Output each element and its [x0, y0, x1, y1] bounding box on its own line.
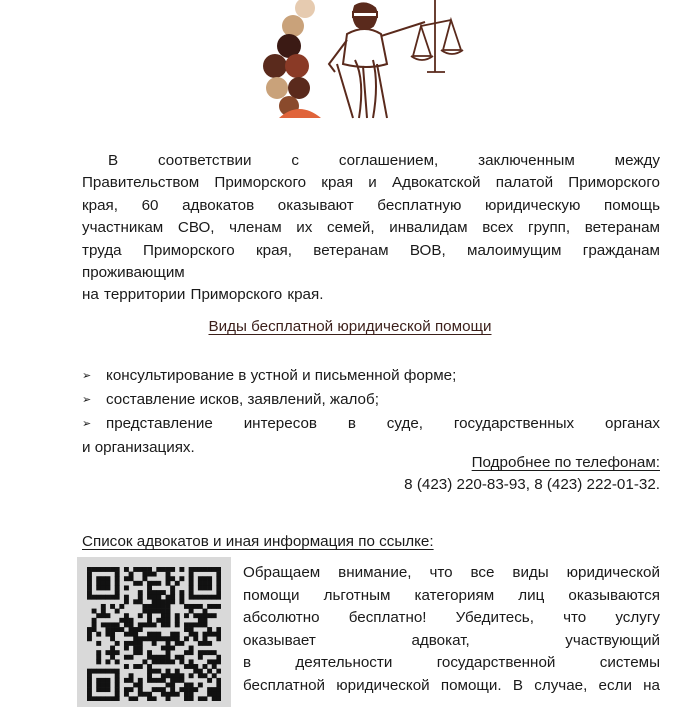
- paragraph-line: проживающим: [82, 264, 185, 282]
- list-item: [82, 388, 660, 412]
- arrow-bullet-icon: ➢: [82, 418, 92, 430]
- paragraph-line: участникам СВО, членам их семей, инвалидам всех групп, ветеранам: [82, 219, 660, 237]
- phone-numbers: 8 (423) 220-83-93, 8 (423) 222-01-32.: [404, 476, 660, 493]
- list-item: [82, 364, 660, 388]
- notice-line: Обращаем внимание, что все виды юридической: [243, 564, 660, 581]
- arrow-bullet-icon: ➢: [82, 394, 92, 406]
- notice-line: абсолютно бесплатно! Убедитесь, что услугу: [243, 609, 660, 627]
- justice-figure: [329, 3, 425, 118]
- list-item-text: консультирование в устной и письменной форме;: [106, 367, 457, 384]
- help-types-list: [82, 364, 660, 459]
- paragraph-line: края, 60 адвокатов оказывают бесплатную юридическую помощь: [82, 196, 660, 214]
- notice-line: помощи льготным категориям лиц оказываются: [243, 586, 660, 604]
- notice-line: бесплатной юридической помощи. В случае, если на: [243, 676, 660, 694]
- phones-label: Подробнее по телефонам:: [471, 454, 660, 471]
- lady-justice-logo: [255, 0, 465, 122]
- arrow-bullet-icon: ➢: [82, 370, 92, 382]
- qr-code-panel[interactable]: [77, 557, 231, 707]
- notice-paragraph: [243, 562, 660, 698]
- paragraph-line: В соответствии с соглашением, заключенным между: [108, 152, 660, 169]
- help-types-heading: [0, 318, 700, 335]
- list-item: [82, 412, 660, 436]
- qr-code-icon[interactable]: [87, 567, 221, 701]
- paragraph-line: труда Приморского края, ветеранам ВОВ, малоимущим гражданам: [82, 241, 660, 259]
- notice-line: оказывает адвокат, участвующий: [243, 631, 660, 649]
- list-item-text: составление исков, заявлений, жалоб;: [106, 391, 379, 408]
- list-item-text: представление интересов в суде, государственных органах: [106, 415, 660, 432]
- notice-line: в деятельности государственной системы: [243, 654, 660, 672]
- list-item-continuation: и организациях.: [82, 439, 195, 456]
- lawyers-list-link-label: Список адвокатов и иная информация по ссылке:: [82, 533, 434, 550]
- intro-paragraph: [82, 150, 660, 307]
- decorative-circles: [263, 0, 321, 118]
- paragraph-line: на территории Приморского края.: [82, 286, 324, 304]
- help-types-heading-text: Виды бесплатной юридической помощи: [208, 318, 492, 335]
- paragraph-line: Правительством Приморского края и Адвокатской палатой Приморского: [82, 174, 660, 192]
- scales: [411, 0, 463, 72]
